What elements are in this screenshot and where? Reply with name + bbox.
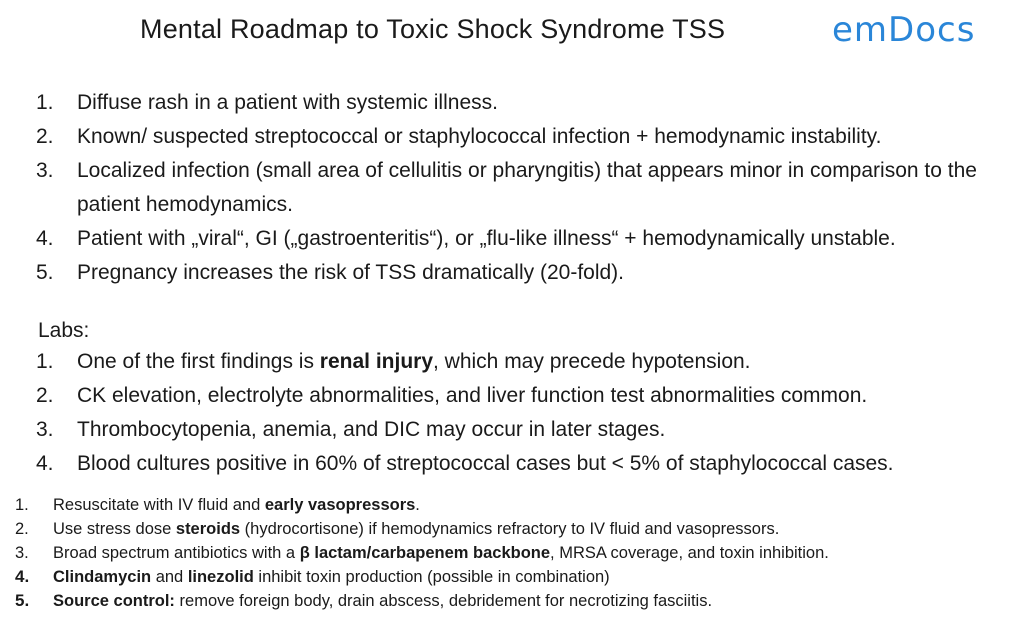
- list-item-text: (hydrocortisone) if hemodynamics refractory to IV fluid and vasopressors.: [240, 520, 780, 538]
- list-number: 2.: [15, 520, 29, 538]
- list-item-text: Thrombocytopenia, anemia, and DIC may occur in later stages.: [77, 418, 666, 441]
- list-item: [36, 222, 1006, 256]
- list-number: 3.: [36, 159, 54, 182]
- management-list: [15, 493, 1015, 613]
- list-item-text: remove foreign body, drain abscess, debridement for necrotizing fasciitis.: [174, 592, 713, 610]
- list-item-text: Known/ suspected streptococcal or staphylococcal infection + hemodynamic instability.: [77, 125, 882, 148]
- list-item-text: Diffuse rash in a patient with systemic illness.: [77, 91, 498, 114]
- list-item-text: CK elevation, electrolyte abnormalities, and liver function test abnormalities common.: [77, 384, 868, 407]
- list-number: 4.: [36, 227, 54, 250]
- list-item: [15, 517, 1015, 541]
- list-item: [36, 447, 1006, 481]
- emphasis-text: renal injury: [319, 350, 433, 373]
- list-item: [36, 413, 1006, 447]
- list-number: 3.: [36, 418, 54, 441]
- labs-heading: Labs:: [38, 319, 90, 342]
- list-item-text: , MRSA coverage, and toxin inhibition.: [550, 544, 829, 562]
- list-item: [36, 379, 1006, 413]
- list-item: [36, 345, 1006, 379]
- list-item-text: , which may precede hypotension.: [433, 350, 751, 373]
- list-number: 2.: [36, 125, 54, 148]
- emphasis-text: Clindamycin: [53, 568, 152, 586]
- list-item: [36, 86, 1006, 120]
- clinical-clues-list: [36, 86, 1006, 290]
- list-item: [36, 154, 1006, 222]
- list-item-text: Patient with „viral“, GI („gastroenteritis“), or „flu-like illness“ + hemodynamically unstable.: [77, 227, 896, 250]
- list-number: 1.: [36, 91, 54, 114]
- list-item: [15, 589, 1015, 613]
- list-item-text: Broad spectrum antibiotics with a: [53, 544, 300, 562]
- list-item: [15, 541, 1015, 565]
- list-number: 1.: [36, 350, 54, 373]
- emdocs-logo: emDocs: [832, 10, 976, 50]
- emphasis-text: linezolid: [187, 568, 254, 586]
- labs-list: [36, 345, 1006, 481]
- emphasis-text: β lactam/carbapenem backbone: [299, 544, 551, 562]
- page-title: Mental Roadmap to Toxic Shock Syndrome TSS: [140, 14, 726, 44]
- list-item: [36, 256, 1006, 290]
- emphasis-text: Source control:: [53, 592, 175, 610]
- list-item-text: .: [415, 496, 420, 514]
- list-item: [36, 120, 1006, 154]
- list-number: 5.: [36, 261, 54, 284]
- emphasis-text: steroids: [175, 520, 241, 538]
- list-item-text: inhibit toxin production (possible in combination): [253, 568, 610, 586]
- list-item: [15, 565, 1015, 589]
- list-item: [15, 493, 1015, 517]
- list-number: 4.: [15, 567, 30, 586]
- list-number: 3.: [15, 544, 29, 562]
- list-item-text: Localized infection (small area of cellulitis or pharyngitis) that appears minor in comparison to the patient hemodynamics.: [77, 159, 977, 216]
- list-number: 1.: [15, 496, 29, 514]
- list-number: 2.: [36, 384, 54, 407]
- list-item-text: Resuscitate with IV fluid and: [53, 496, 265, 514]
- list-item-text: and: [151, 568, 188, 586]
- list-number: 5.: [15, 591, 30, 610]
- list-item-text: Use stress dose: [53, 520, 176, 538]
- list-number: 4.: [36, 452, 54, 475]
- list-item-text: Blood cultures positive in 60% of streptococcal cases but < 5% of staphylococcal cases.: [77, 452, 894, 475]
- emphasis-text: early vasopressors: [264, 496, 416, 514]
- list-item-text: Pregnancy increases the risk of TSS dramatically (20-fold).: [77, 261, 625, 284]
- list-item-text: One of the first findings is: [77, 350, 320, 373]
